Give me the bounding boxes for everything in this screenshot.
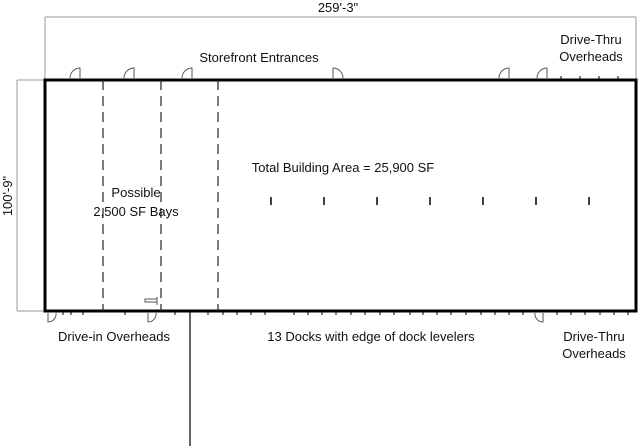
depth-dimension-label: 100'-9" xyxy=(0,175,15,217)
storefront-entrances-label: Storefront Entrances xyxy=(199,50,319,65)
drive-thru-top-label-2: Overheads xyxy=(559,49,623,64)
column-marks xyxy=(271,197,589,205)
building-area-label: Total Building Area = 25,900 SF xyxy=(251,160,435,175)
docks-label: 13 Docks with edge of dock levelers xyxy=(267,329,475,344)
bays-label-1: Possible xyxy=(111,185,161,200)
drive-thru-bottom-label-1: Drive-Thru xyxy=(563,329,625,344)
drive-thru-top-label-1: Drive-Thru xyxy=(560,32,622,47)
depth-dimension xyxy=(17,80,45,311)
bays-label-2: 2,500 SF Bays xyxy=(93,204,179,219)
storefront-doors xyxy=(70,68,547,78)
width-dimension-label: 259'-3" xyxy=(317,0,359,15)
drive-in-overheads-label: Drive-in Overheads xyxy=(58,329,170,344)
drive-thru-bottom-label-2: Overheads xyxy=(562,346,626,361)
